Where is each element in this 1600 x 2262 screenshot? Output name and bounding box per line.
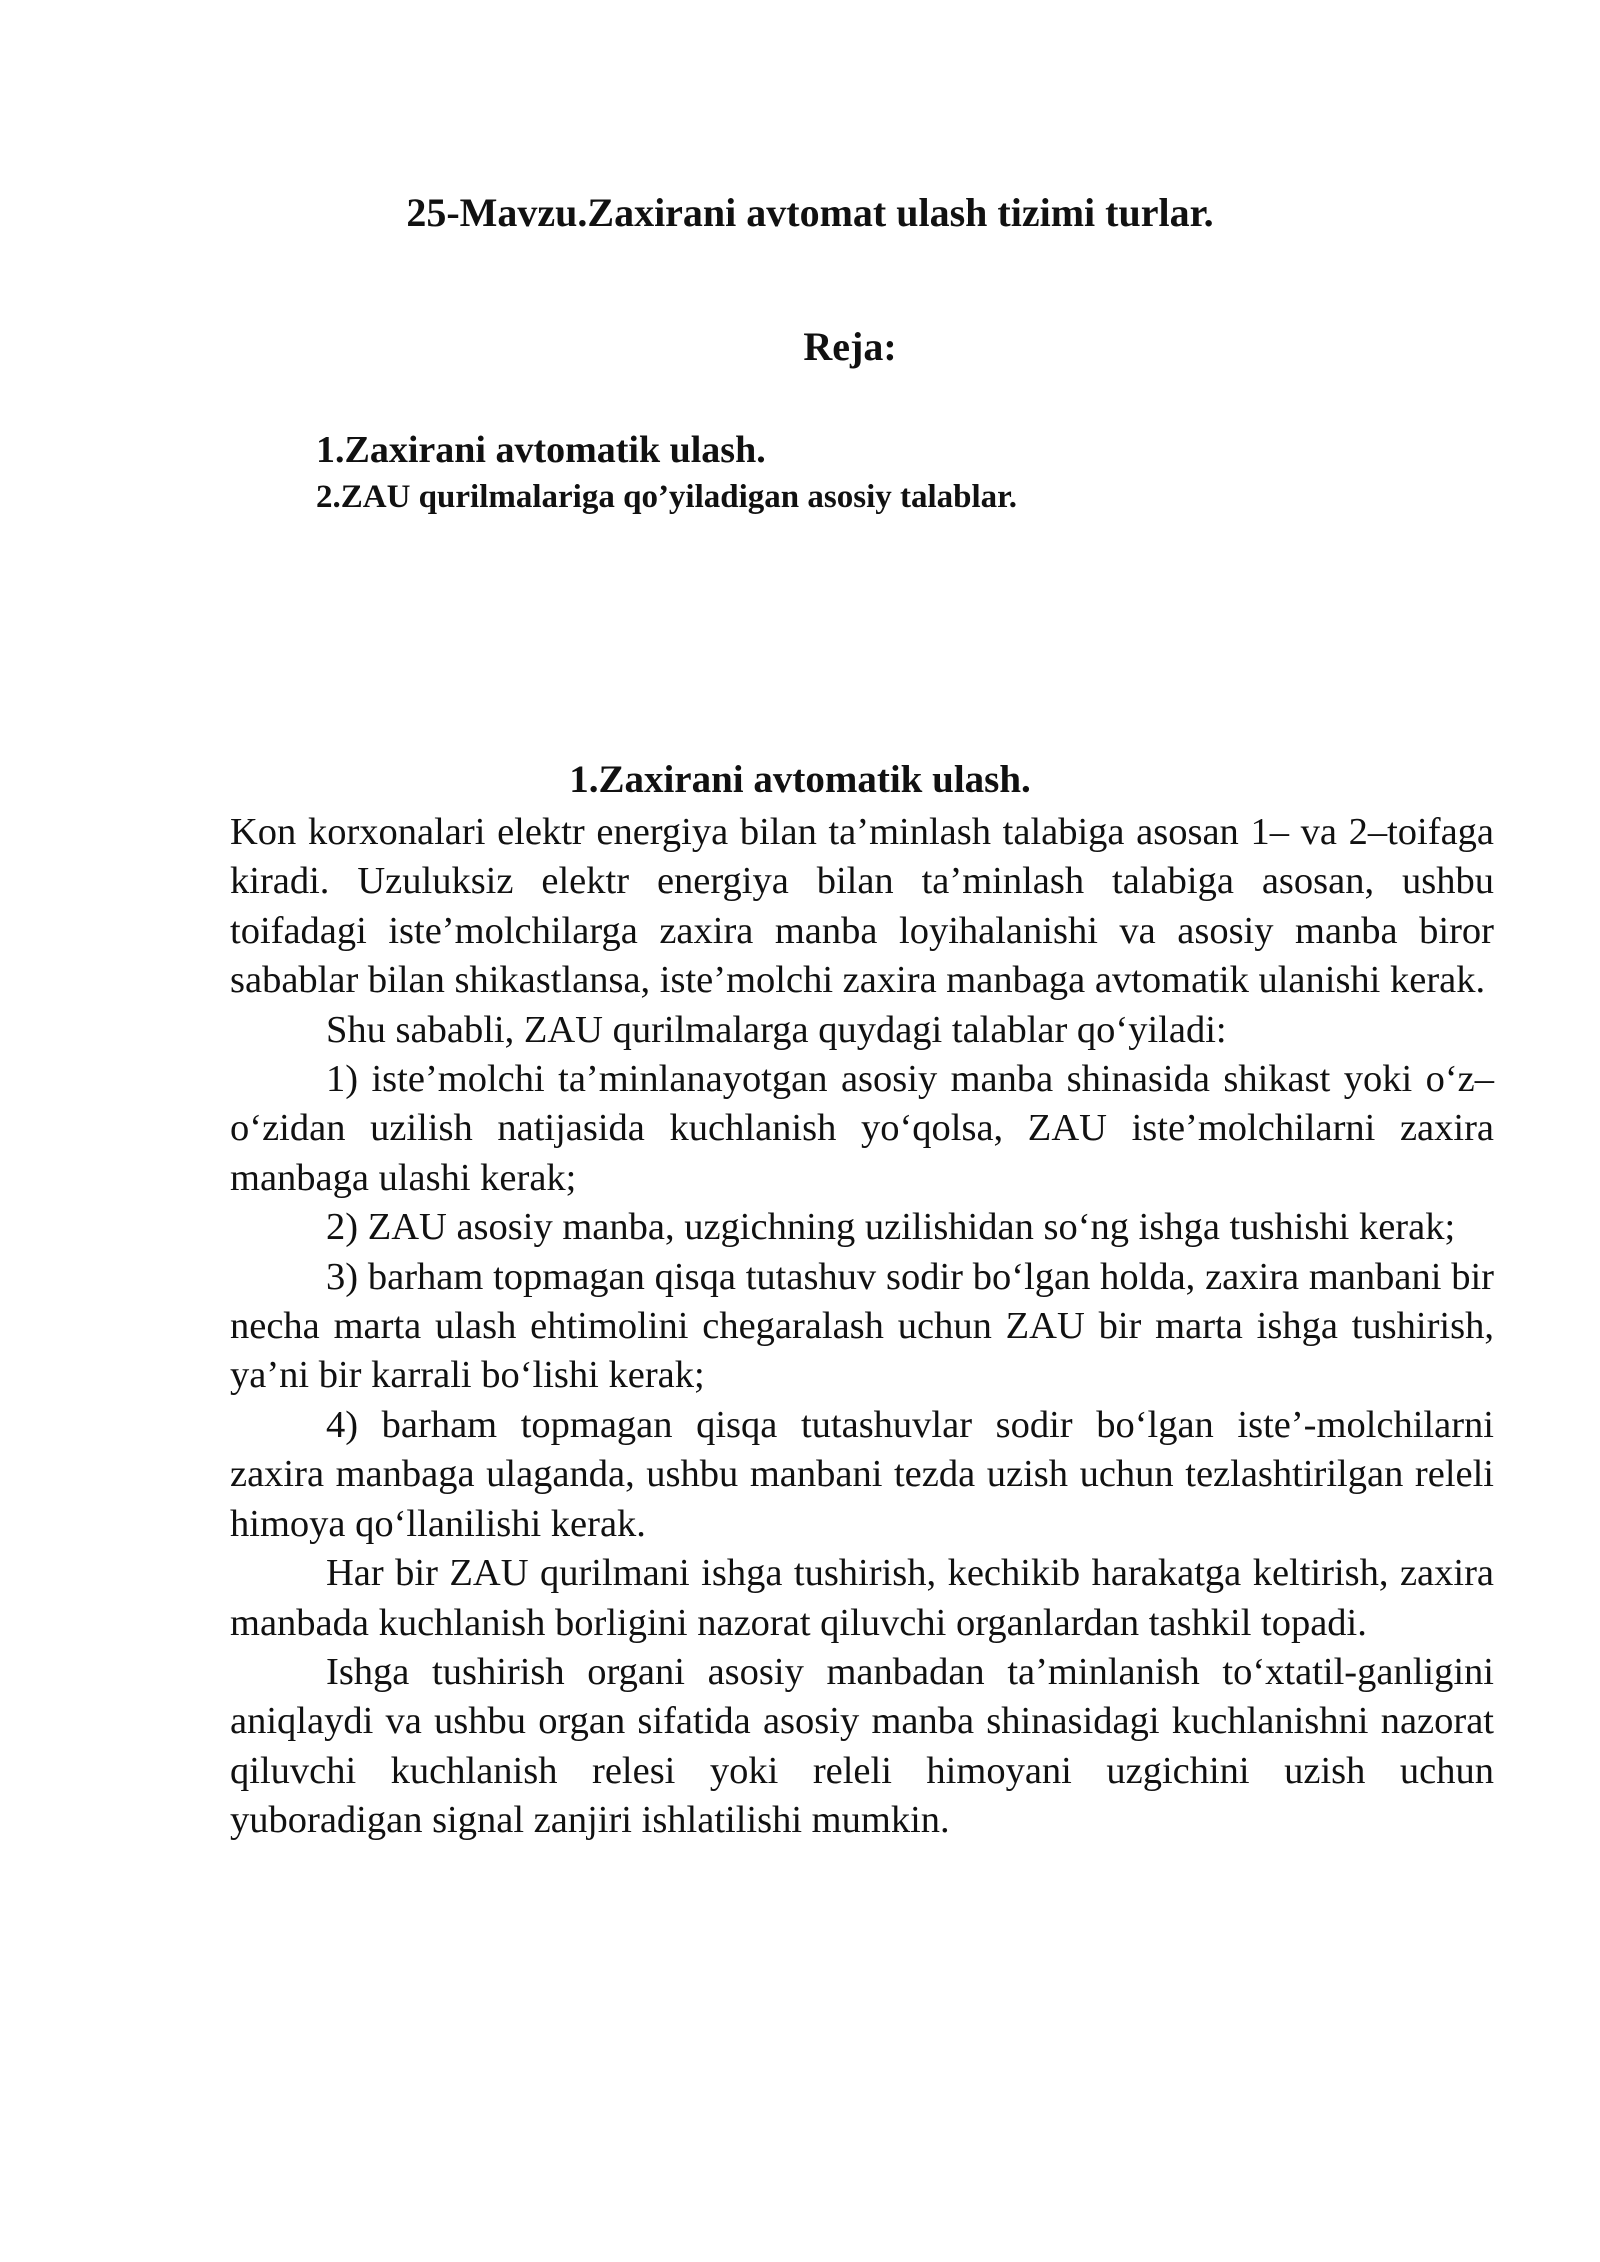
requirement-item: 2) ZAU asosiy manba, uzgichning uzilishidan so‘ng ishga tushishi kerak; bbox=[326, 1206, 1456, 1249]
plan-list bbox=[316, 425, 1017, 519]
paragraph: Ishga tushirish organi asosiy manbadan ta’minlanish to‘xtatil-ganligini aniqlaydi va ushbu organ sifatida asosiy manba shinasidagi kuchlanishni nazorat qiluvchi kuchlanish relesi yoki releli himoyani uzgichini uzish uchun yuboradigan signal zanjiri ishlatilishi mumkin. bbox=[230, 1650, 1494, 1842]
requirement-item: 4) barham topmagan qisqa tutashuvlar sodir bo‘lgan iste’-molchilarni zaxira manbaga ulaganda, ushbu manbani tezda uzish uchun tezlashtirilgan releli himoya qo‘llanilishi kerak. bbox=[230, 1403, 1494, 1545]
document-title: 25-Mavzu.Zaxirani avtomat ulash tizimi turlar. bbox=[406, 190, 1214, 235]
paragraph: Shu sababli, ZAU qurilmalarga quydagi talablar qo‘yiladi: bbox=[326, 1008, 1227, 1051]
requirement-item: 3) barham topmagan qisqa tutashuv sodir bo‘lgan holda, zaxira manbani bir necha marta ulash ehtimolini chegaralash uchun ZAU bir marta ishga tushirish, ya’ni bir karrali bo‘lishi kerak; bbox=[230, 1255, 1494, 1397]
section-heading: 1.Zaxirani avtomatik ulash. bbox=[569, 758, 1031, 801]
paragraph: Har bir ZAU qurilmani ishga tushirish, kechikib harakatga keltirish, zaxira manbada kuchlanish borligini nazorat qiluvchi organlardan tashkil topadi. bbox=[230, 1552, 1494, 1644]
paragraph: Kon korxonalari elektr energiya bilan ta’minlash talabiga asosan 1– va 2–toifaga kiradi. Uzuluksiz elektr energiya bilan ta’minlash talabiga asosan, ushbu toifadagi iste’molchilarga zaxira manba loyihalanishi va asosiy manba biror sabablar bilan shikastlansa, iste’molchi zaxira manbaga avtomatik ulanishi kerak. bbox=[230, 811, 1494, 1002]
plan-item: 2.ZAU qurilmalariga qo’yiladigan asosiy talablar. bbox=[316, 479, 1018, 515]
requirement-item: 1) iste’molchi ta’minlanayotgan asosiy manba shinasida shikast yoki o‘z–o‘zidan uzilish natijasida kuchlanish yo‘qolsa, ZAU iste’molchilarni zaxira manbaga ulashi kerak; bbox=[230, 1058, 1494, 1199]
plan-item: 1.Zaxirani avtomatik ulash. bbox=[316, 429, 766, 471]
body-text bbox=[230, 808, 1494, 1846]
plan-heading: Reja: bbox=[803, 324, 897, 369]
